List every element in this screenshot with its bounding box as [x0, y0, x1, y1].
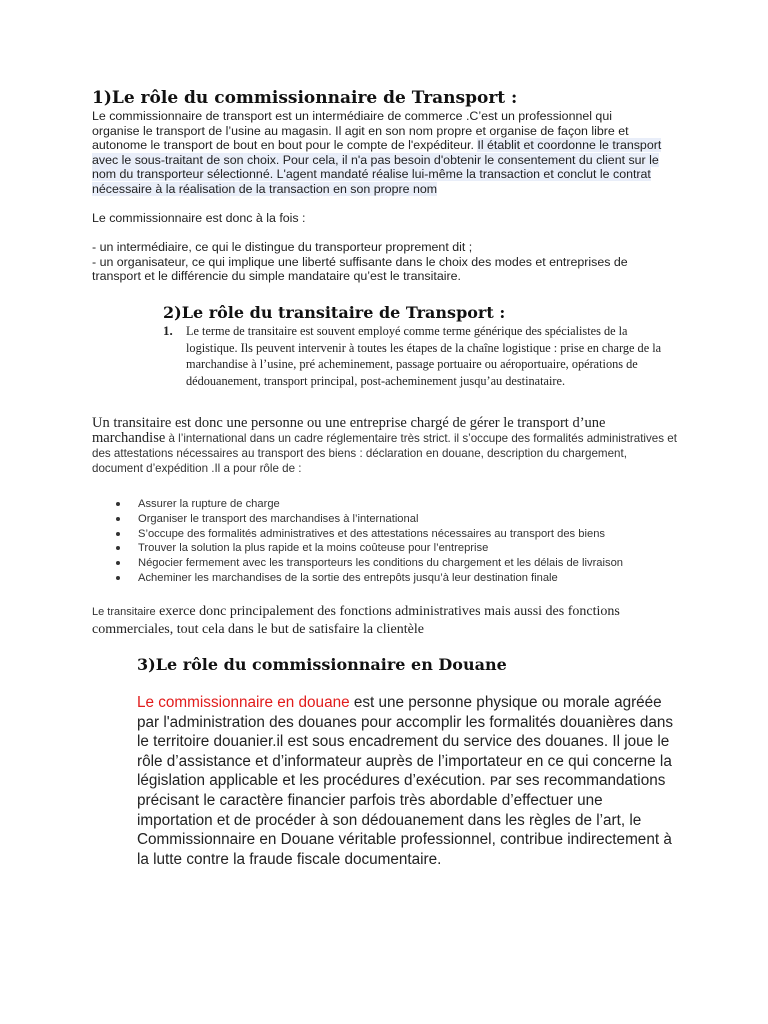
section3-lead-red: Le commissionnaire en douane: [137, 694, 350, 711]
section1-list: [92, 240, 672, 284]
bullet-icon: [116, 561, 120, 565]
bullet-icon: [116, 576, 120, 580]
section2-para-sans: à l’international dans un cadre réglementaire très strict. il s’occupe des formalités administratives et des attestations nécessaires au transport des biens : déclaration en douane, description du chargement, document d’expédition .Il a pour rôle de :: [92, 432, 677, 475]
bullet-icon: [116, 517, 120, 521]
section1-paragraph: [92, 109, 662, 197]
list-item: Organiser le transport des marchandises à l’international: [116, 512, 696, 527]
section1-item-1: - un intermédiaire, ce qui le distingue du transporteur proprement dit ;: [92, 240, 473, 254]
bullet-icon: [116, 532, 120, 536]
section2-closing-serif: exerce donc principalement des fonctions administratives mais aussi des fonctions commerciales, tout cela dans le but de satisfaire la clientèle: [92, 604, 620, 637]
bullet-icon: [116, 502, 120, 506]
section2-closing: [92, 603, 692, 638]
section1-item-2: - un organisateur, ce qui implique une liberté suffisante dans le choix des modes et entreprises de transport et le différencie du simple mandataire qu’est le transitaire.: [92, 254, 628, 284]
section3-paragraph: [137, 693, 677, 869]
bullet-icon: [116, 546, 120, 550]
list-item: Trouver la solution la plus rapide et la moins coûteuse pour l’entreprise: [116, 541, 696, 556]
section2-closing-small: Le transitaire: [92, 606, 156, 618]
section3-para: est une personne physique ou morale agréée par l'administration des douanes pour accomplir les formalités douanières dans le territoire douanier.il est sous encadrement du service des douanes. Il joue le rôle d’assistance et d’informateur auprès de l’importateur en ce qui concerne la législation applicable et les procédures d’exécution. ᴘar ses recommandations précisant le caractère financier parfois très abordable d’effectuer une importation et de procéder à son dédouanement dans les règles de l’art, le Commissionnaire en Douane véritable professionnel, contribue indirectement à la lutte contre la fraude fiscale documentaire.: [137, 694, 674, 868]
section1-para-plain: Le commissionnaire de transport est un intermédiaire de commerce .C’est un professionnel qui organise le transport de l’usine au magasin. Il agit en son nom propre et organise de façon libre et autonome le transport de bout en bout pour le compte de l'expéditeur.: [92, 109, 629, 153]
section1-intro-list: Le commissionnaire est donc à la fois :: [92, 211, 306, 225]
section2-paragraph: [92, 416, 678, 476]
section2-bullet-list: [116, 497, 696, 586]
section1-title: 1)Le rôle du commissionnaire de Transport :: [92, 88, 518, 108]
list-item: Acheminer les marchandises de la sortie des entrepôts jusqu’à leur destination finale: [116, 571, 696, 586]
section3-title: 3)Le rôle du commissionnaire en Douane: [137, 655, 507, 674]
section2-title: 2)Le rôle du transitaire de Transport :: [163, 303, 506, 322]
section2-numbered-item: Le terme de transitaire est souvent employé comme terme générique des spécialistes de la logistique. Ils peuvent intervenir à toutes les étapes de la chaîne logistique : prise en charge de la marchandise à l’usine, pré acheminement, passage portuaire ou aéroportuaire, opérations de dédouanement, transport principal, post-acheminement jusqu’au destinataire.: [186, 324, 662, 388]
section2-para-serif: Un transitaire est donc une personne ou une entreprise chargé de gérer le transport d’une marchandise: [92, 415, 606, 446]
list-item: S’occupe des formalités administratives et des attestations nécessaires au transport des biens: [116, 527, 696, 542]
list-item: Négocier fermement avec les transporteurs les conditions du chargement et les délais de livraison: [116, 556, 696, 571]
section2-list-number: 1.: [163, 323, 173, 338]
list-item: Assurer la rupture de charge: [116, 497, 696, 512]
section1-para-highlight: Il établit et coordonne le transport avec le sous-traitant de son choix. Pour cela, il n'a pas besoin d'obtenir le consentement du client sur le nom du transporteur sélectionné. L'agent mandaté réalise lui-même la transaction et conclut le contrat nécessaire à la réalisation de la transaction en son propre nom: [92, 138, 662, 196]
